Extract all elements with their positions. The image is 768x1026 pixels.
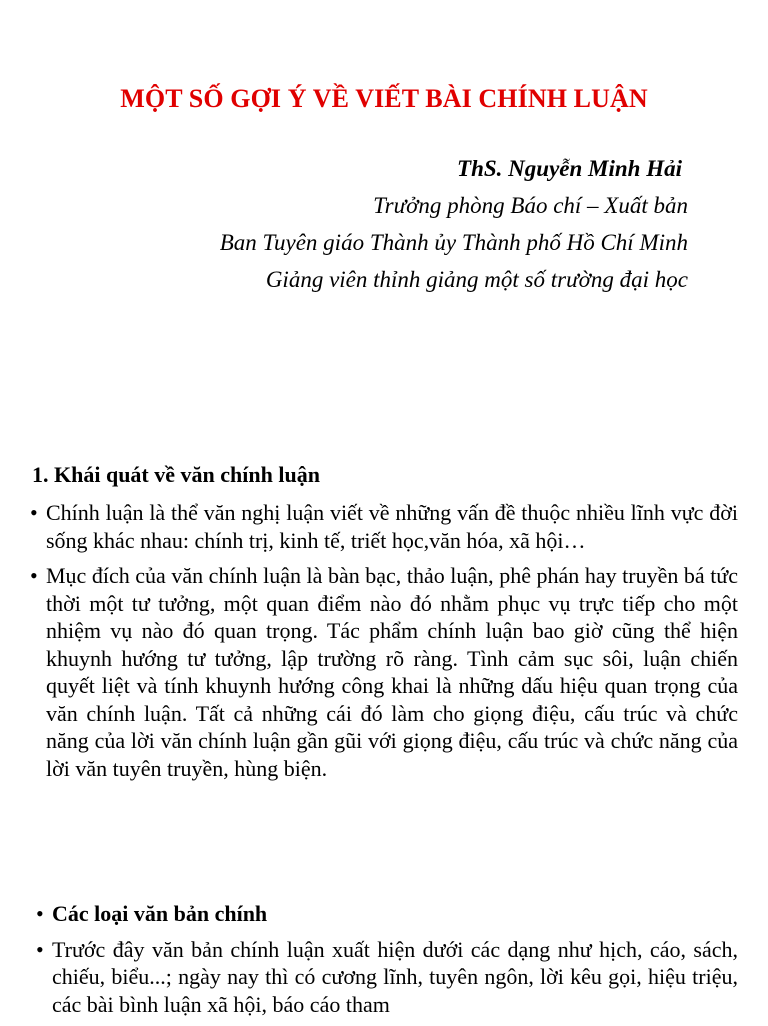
section2-bullet-list <box>30 900 738 1026</box>
bullet-icon: • <box>36 901 44 926</box>
subsection-heading: Các loại văn bản chính <box>52 901 268 926</box>
document-title: MỘT SỐ GỢI Ý VỀ VIẾT BÀI CHÍNH LUẬN <box>120 84 648 113</box>
section-heading: 1. Khái quát về văn chính luận <box>32 462 320 487</box>
bullet-icon: • <box>30 563 38 588</box>
author-organization: Ban Tuyên giáo Thành ủy Thành phố Hồ Chí Minh <box>219 230 688 255</box>
author-block <box>88 150 688 298</box>
list-item <box>30 499 738 554</box>
list-item-text: Trước đây văn bản chính luận xuất hiện dưới các dạng như hịch, cáo, sách, chiếu, biểu...; ngày nay thì có cương lĩnh, tuyên ngôn, lời kêu gọi, hiệu triệu, các bài bình luận xã hội, báo cáo tham <box>52 936 738 1017</box>
author-role: Giảng viên thỉnh giảng một số trường đại học <box>265 267 688 292</box>
author-position: Trưởng phòng Báo chí – Xuất bản <box>373 193 688 218</box>
bullet-icon: • <box>36 936 44 962</box>
list-item-text: Chính luận là thể văn nghị luận viết về những vấn đề thuộc nhiều lĩnh vực đời sống khác nhau: chính trị, kinh tế, triết học,văn hóa, xã hội… <box>46 500 738 553</box>
list-item <box>30 900 738 928</box>
section1-bullet-list <box>30 499 738 790</box>
bullet-icon: • <box>30 500 38 525</box>
list-item-text: Mục đích của văn chính luận là bàn bạc, thảo luận, phê phán hay truyền bá tức thời một tư tưởng, một quan điểm nào đó nhằm phục vụ trực tiếp cho một nhiệm vụ nào đó quan trọng. Tác phẩm chính luận bao giờ cũng thể hiện khuynh hướng tư tưởng, lập trường rõ ràng. Tình cảm sục sôi, luận chiến quyết liệt và tính khuynh hướng công khai là những dấu hiệu quan trọng của văn chính luận. Tất cả những cái đó làm cho giọng điệu, cấu trúc và chức năng của lời văn chính luận gần gũi với giọng điệu, cấu trúc và chức năng của lời văn tuyên truyền, hùng biện. <box>46 563 738 781</box>
list-item <box>30 936 738 1019</box>
author-name: ThS. Nguyễn Minh Hải <box>457 156 682 181</box>
list-item <box>30 562 738 782</box>
